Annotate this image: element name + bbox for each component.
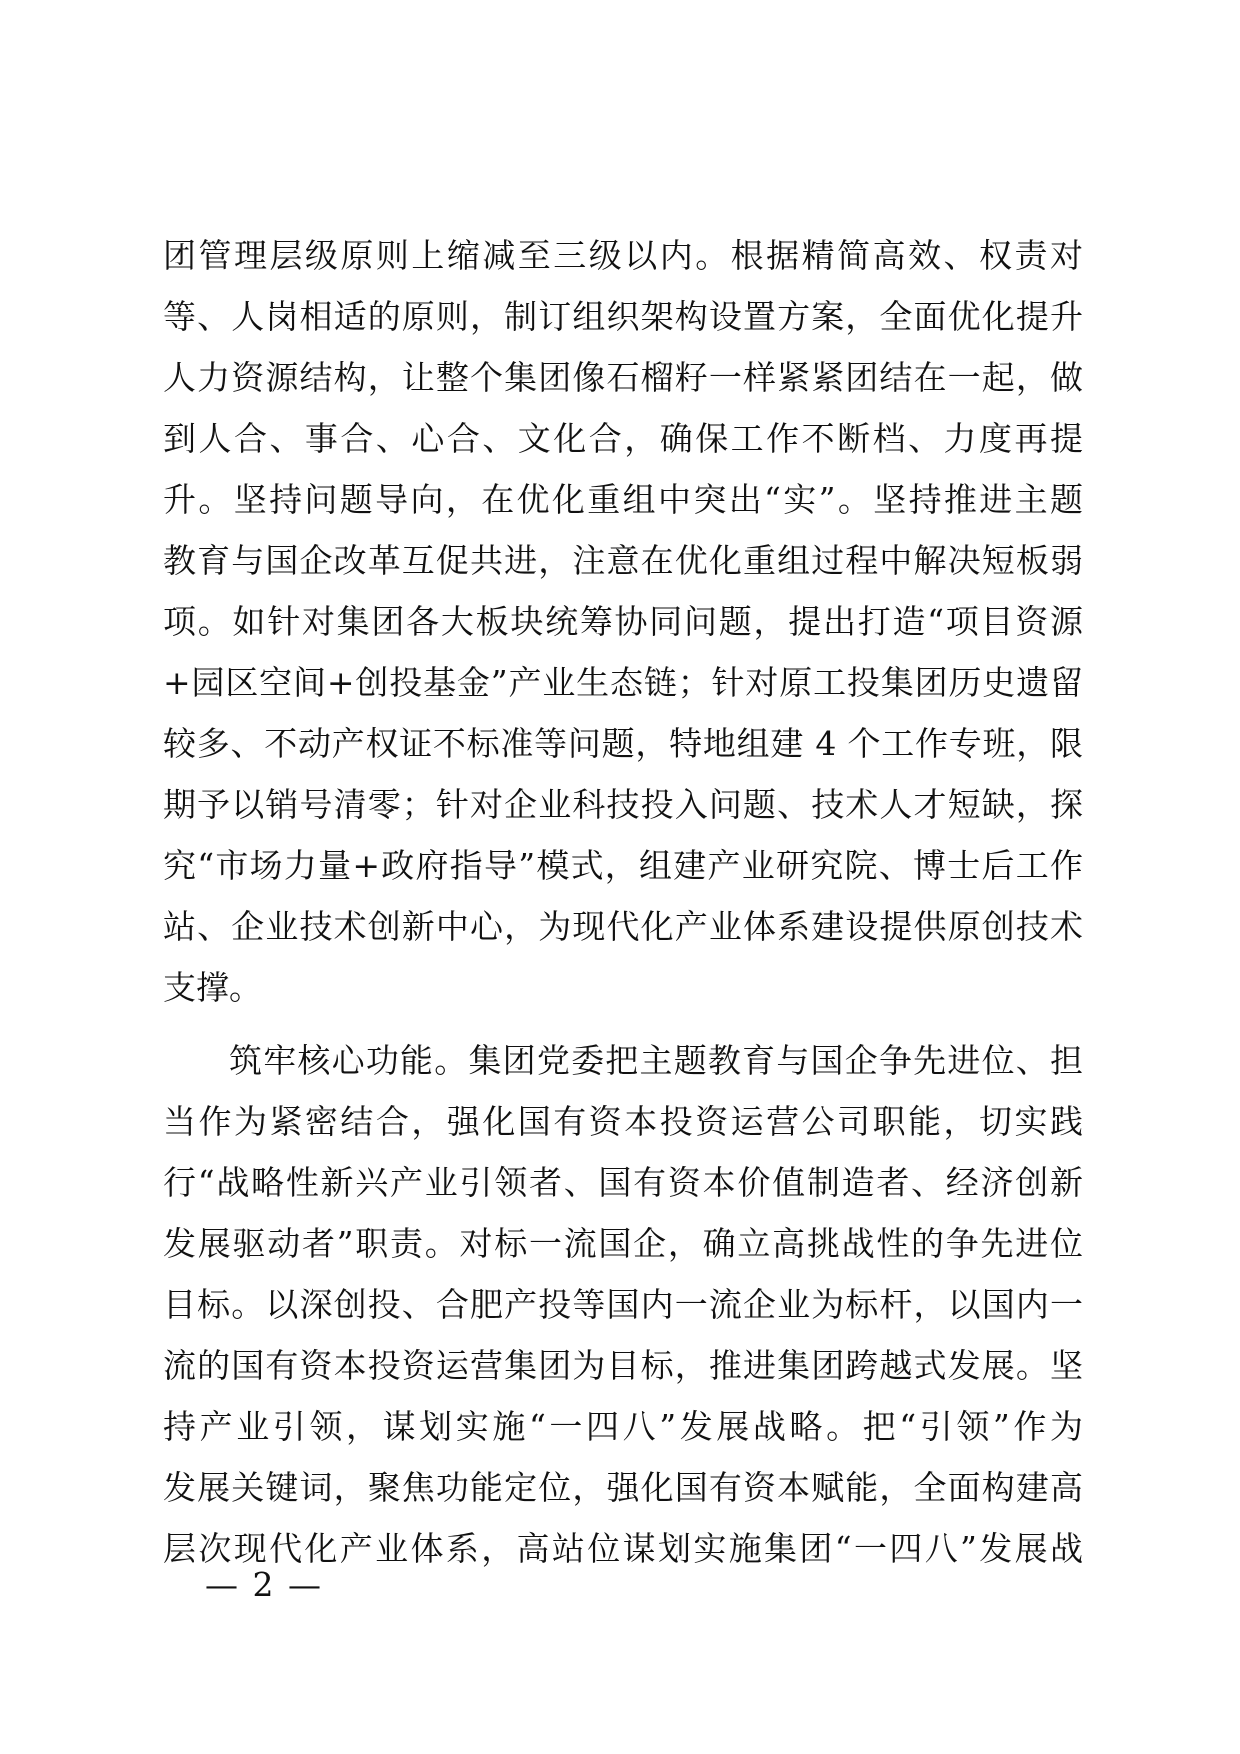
text-line: 流的国有资本投资运营集团为目标，推进集团跨越式发展。坚 xyxy=(163,1346,1083,1385)
text-line: 支撑。 xyxy=(163,968,262,1007)
text-line: 目标。以深创投、合肥产投等国内一流企业为标杆，以国内一 xyxy=(163,1285,1083,1324)
text-line: 站、企业技术创新中心，为现代化产业体系建设提供原创技术 xyxy=(163,907,1083,946)
text-line: 团管理层级原则上缩减至三级以内。根据精简高效、权责对 xyxy=(163,236,1083,275)
text-line: 筑牢核心功能。集团党委把主题教育与国企争先进位、担 xyxy=(229,1041,1083,1080)
paragraph-1 xyxy=(163,225,1083,1018)
paragraph-gap xyxy=(163,1018,1083,1030)
text-line: 项。如针对集团各大板块统筹协同问题，提出打造“项目资源 xyxy=(163,602,1083,641)
paragraph-2 xyxy=(163,1030,1083,1579)
text-line: 发展驱动者”职责。对标一流国企，确立高挑战性的争先进位 xyxy=(163,1224,1083,1263)
text-line: 到人合、事合、心合、文化合，确保工作不断档、力度再提 xyxy=(163,419,1083,458)
text-line: 教育与国企改革互促共进，注意在优化重组过程中解决短板弱 xyxy=(163,541,1083,580)
text-line: 升。坚持问题导向，在优化重组中突出“实”。坚持推进主题 xyxy=(163,480,1083,519)
text-line: +园区空间+创投基金”产业生态链；针对原工投集团历史遗留 xyxy=(163,663,1083,702)
text-line: 较多、不动产权证不标准等问题，特地组建 4 个工作专班，限 xyxy=(163,724,1083,763)
text-line: 究“市场力量+政府指导”模式，组建产业研究院、博士后工作 xyxy=(163,846,1083,885)
text-line: 发展关键词，聚焦功能定位，强化国有资本赋能，全面构建高 xyxy=(163,1468,1083,1507)
text-line: 人力资源结构，让整个集团像石榴籽一样紧紧团结在一起，做 xyxy=(163,358,1083,397)
text-line: 层次现代化产业体系，高站位谋划实施集团“一四八”发展战 xyxy=(163,1529,1083,1568)
page-number: — 2 — xyxy=(205,1565,323,1604)
text-line: 持产业引领，谋划实施“一四八”发展战略。把“引领”作为 xyxy=(163,1407,1083,1446)
text-line: 期予以销号清零；针对企业科技投入问题、技术人才短缺，探 xyxy=(163,785,1083,824)
text-line: 行“战略性新兴产业引领者、国有资本价值制造者、经济创新 xyxy=(163,1163,1083,1202)
body-text xyxy=(163,225,1083,1579)
text-line: 等、人岗相适的原则，制订组织架构设置方案，全面优化提升 xyxy=(163,297,1083,336)
text-line: 当作为紧密结合，强化国有资本投资运营公司职能，切实践 xyxy=(163,1102,1083,1141)
